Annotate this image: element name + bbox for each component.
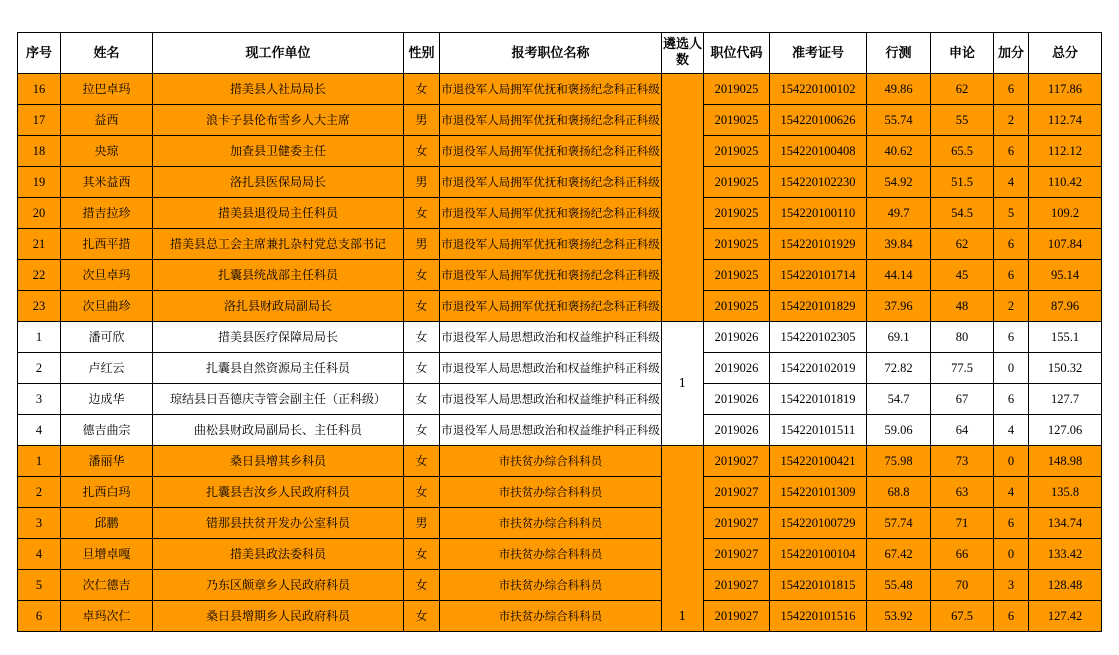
cell-code: 2019025 — [704, 198, 770, 229]
cell-xingce: 55.74 — [867, 105, 931, 136]
cell-seq: 2 — [18, 353, 61, 384]
cell-exam-id: 154220101829 — [770, 291, 867, 322]
cell-xingce: 59.06 — [867, 415, 931, 446]
cell-gender: 女 — [404, 570, 440, 601]
cell-exam-id: 154220100729 — [770, 508, 867, 539]
cell-xingce: 75.98 — [867, 446, 931, 477]
cell-exam-id: 154220101309 — [770, 477, 867, 508]
cell-unit: 措美县政法委科员 — [153, 539, 404, 570]
table-row — [18, 74, 1102, 105]
cell-seq: 19 — [18, 167, 61, 198]
cell-name: 德吉曲宗 — [61, 415, 153, 446]
cell-seq: 18 — [18, 136, 61, 167]
table-row — [18, 415, 1102, 446]
header-name: 姓名 — [61, 33, 153, 74]
header-seq: 序号 — [18, 33, 61, 74]
table-row — [18, 601, 1102, 632]
cell-unit: 措美县人社局局长 — [153, 74, 404, 105]
table-row — [18, 322, 1102, 353]
header-unit: 现工作单位 — [153, 33, 404, 74]
cell-post: 市退役军人局思想政治和权益维护科正科级 — [440, 415, 662, 446]
table-row — [18, 570, 1102, 601]
header-total: 总分 — [1029, 33, 1102, 74]
cell-code: 2019025 — [704, 291, 770, 322]
cell-gender: 男 — [404, 508, 440, 539]
cell-exam-id: 154220100421 — [770, 446, 867, 477]
cell-total: 112.12 — [1029, 136, 1102, 167]
cell-bonus: 6 — [994, 384, 1029, 415]
cell-seq: 2 — [18, 477, 61, 508]
cell-total: 155.1 — [1029, 322, 1102, 353]
cell-gender: 女 — [404, 415, 440, 446]
cell-quota: 1 — [662, 322, 704, 446]
cell-unit: 桑日县增期乡人民政府科员 — [153, 601, 404, 632]
cell-bonus: 3 — [994, 570, 1029, 601]
cell-gender: 女 — [404, 198, 440, 229]
cell-gender: 女 — [404, 260, 440, 291]
cell-code: 2019025 — [704, 136, 770, 167]
cell-exam-id: 154220101516 — [770, 601, 867, 632]
cell-xingce: 68.8 — [867, 477, 931, 508]
cell-shenlun: 54.5 — [931, 198, 994, 229]
cell-unit: 洛扎县财政局副局长 — [153, 291, 404, 322]
cell-name: 边成华 — [61, 384, 153, 415]
header-xingce: 行测 — [867, 33, 931, 74]
cell-shenlun: 64 — [931, 415, 994, 446]
cell-unit: 曲松县财政局副局长、主任科员 — [153, 415, 404, 446]
cell-bonus: 0 — [994, 446, 1029, 477]
cell-shenlun: 77.5 — [931, 353, 994, 384]
cell-shenlun: 48 — [931, 291, 994, 322]
cell-seq: 3 — [18, 508, 61, 539]
cell-xingce: 55.48 — [867, 570, 931, 601]
cell-seq: 6 — [18, 601, 61, 632]
cell-exam-id: 154220101511 — [770, 415, 867, 446]
cell-xingce: 69.1 — [867, 322, 931, 353]
cell-code: 2019027 — [704, 601, 770, 632]
cell-seq: 17 — [18, 105, 61, 136]
table-row — [18, 508, 1102, 539]
cell-xingce: 40.62 — [867, 136, 931, 167]
cell-exam-id: 154220100408 — [770, 136, 867, 167]
cell-xingce: 44.14 — [867, 260, 931, 291]
cell-total: 112.74 — [1029, 105, 1102, 136]
cell-code: 2019027 — [704, 570, 770, 601]
header-shenlun: 申论 — [931, 33, 994, 74]
header-row — [18, 33, 1102, 74]
cell-name: 次旦曲珍 — [61, 291, 153, 322]
cell-code: 2019025 — [704, 229, 770, 260]
cell-name: 扎西平措 — [61, 229, 153, 260]
cell-shenlun: 62 — [931, 229, 994, 260]
cell-exam-id: 154220100626 — [770, 105, 867, 136]
table-row — [18, 167, 1102, 198]
cell-gender: 女 — [404, 353, 440, 384]
cell-seq: 1 — [18, 446, 61, 477]
cell-quota: 1 — [662, 446, 704, 632]
cell-total: 128.48 — [1029, 570, 1102, 601]
cell-code: 2019026 — [704, 353, 770, 384]
table-row — [18, 198, 1102, 229]
cell-post: 市扶贫办综合科科员 — [440, 446, 662, 477]
cell-post: 市退役军人局思想政治和权益维护科正科级 — [440, 353, 662, 384]
cell-code: 2019026 — [704, 384, 770, 415]
cell-seq: 5 — [18, 570, 61, 601]
cell-unit: 措美县总工会主席兼扎杂村党总支部书记 — [153, 229, 404, 260]
cell-post: 市退役军人局思想政治和权益维护科正科级 — [440, 384, 662, 415]
header-code: 职位代码 — [704, 33, 770, 74]
cell-exam-id: 154220102305 — [770, 322, 867, 353]
table-row — [18, 229, 1102, 260]
cell-post: 市退役军人局拥军优抚和褒扬纪念科正科级 — [440, 105, 662, 136]
cell-shenlun: 45 — [931, 260, 994, 291]
cell-name: 旦增卓嘎 — [61, 539, 153, 570]
cell-exam-id: 154220101929 — [770, 229, 867, 260]
cell-total: 109.2 — [1029, 198, 1102, 229]
cell-unit: 措美县医疗保障局局长 — [153, 322, 404, 353]
cell-bonus: 6 — [994, 322, 1029, 353]
cell-code: 2019025 — [704, 74, 770, 105]
cell-bonus: 0 — [994, 539, 1029, 570]
cell-total: 110.42 — [1029, 167, 1102, 198]
table-row — [18, 539, 1102, 570]
cell-seq: 22 — [18, 260, 61, 291]
cell-name: 措吉拉珍 — [61, 198, 153, 229]
table-row — [18, 291, 1102, 322]
cell-post: 市退役军人局拥军优抚和褒扬纪念科正科级 — [440, 167, 662, 198]
cell-post: 市退役军人局拥军优抚和褒扬纪念科正科级 — [440, 136, 662, 167]
cell-shenlun: 70 — [931, 570, 994, 601]
cell-exam-id: 154220101819 — [770, 384, 867, 415]
cell-name: 扎西白玛 — [61, 477, 153, 508]
cell-quota — [662, 74, 704, 322]
cell-unit: 浪卡子县伦布雪乡人大主席 — [153, 105, 404, 136]
cell-seq: 16 — [18, 74, 61, 105]
cell-exam-id: 154220101815 — [770, 570, 867, 601]
cell-code: 2019027 — [704, 446, 770, 477]
cell-gender: 女 — [404, 539, 440, 570]
table-row — [18, 477, 1102, 508]
table-row — [18, 136, 1102, 167]
cell-name: 次仁德吉 — [61, 570, 153, 601]
cell-seq: 4 — [18, 415, 61, 446]
cell-name: 益西 — [61, 105, 153, 136]
cell-shenlun: 71 — [931, 508, 994, 539]
cell-post: 市扶贫办综合科科员 — [440, 601, 662, 632]
table-body — [18, 74, 1102, 632]
cell-total: 133.42 — [1029, 539, 1102, 570]
cell-xingce: 39.84 — [867, 229, 931, 260]
cell-bonus: 6 — [994, 260, 1029, 291]
cell-gender: 女 — [404, 477, 440, 508]
cell-exam-id: 154220102019 — [770, 353, 867, 384]
cell-bonus: 4 — [994, 167, 1029, 198]
cell-shenlun: 51.5 — [931, 167, 994, 198]
cell-name: 潘丽华 — [61, 446, 153, 477]
cell-code: 2019026 — [704, 322, 770, 353]
cell-gender: 女 — [404, 136, 440, 167]
cell-unit: 扎囊县统战部主任科员 — [153, 260, 404, 291]
cell-xingce: 54.92 — [867, 167, 931, 198]
cell-shenlun: 55 — [931, 105, 994, 136]
cell-bonus: 6 — [994, 74, 1029, 105]
cell-bonus: 6 — [994, 229, 1029, 260]
cell-xingce: 72.82 — [867, 353, 931, 384]
header-exam-id: 准考证号 — [770, 33, 867, 74]
cell-bonus: 5 — [994, 198, 1029, 229]
cell-exam-id: 154220102230 — [770, 167, 867, 198]
table-row — [18, 260, 1102, 291]
cell-post: 市扶贫办综合科科员 — [440, 570, 662, 601]
cell-unit: 乃东区颇章乡人民政府科员 — [153, 570, 404, 601]
cell-total: 148.98 — [1029, 446, 1102, 477]
cell-seq: 20 — [18, 198, 61, 229]
table-row — [18, 446, 1102, 477]
cell-shenlun: 62 — [931, 74, 994, 105]
cell-code: 2019027 — [704, 477, 770, 508]
cell-seq: 4 — [18, 539, 61, 570]
header-bonus: 加分 — [994, 33, 1029, 74]
cell-post: 市退役军人局思想政治和权益维护科正科级 — [440, 322, 662, 353]
cell-exam-id: 154220100104 — [770, 539, 867, 570]
cell-post: 市退役军人局拥军优抚和褒扬纪念科正科级 — [440, 260, 662, 291]
cell-shenlun: 73 — [931, 446, 994, 477]
cell-gender: 女 — [404, 74, 440, 105]
cell-exam-id: 154220100102 — [770, 74, 867, 105]
cell-code: 2019027 — [704, 508, 770, 539]
header-post: 报考职位名称 — [440, 33, 662, 74]
cell-gender: 男 — [404, 229, 440, 260]
cell-post: 市退役军人局拥军优抚和褒扬纪念科正科级 — [440, 198, 662, 229]
cell-unit: 措美县退役局主任科员 — [153, 198, 404, 229]
cell-post: 市退役军人局拥军优抚和褒扬纪念科正科级 — [440, 291, 662, 322]
cell-shenlun: 63 — [931, 477, 994, 508]
cell-post: 市扶贫办综合科科员 — [440, 539, 662, 570]
cell-name: 央琼 — [61, 136, 153, 167]
cell-total: 127.7 — [1029, 384, 1102, 415]
cell-total: 134.74 — [1029, 508, 1102, 539]
cell-bonus: 6 — [994, 508, 1029, 539]
cell-total: 127.42 — [1029, 601, 1102, 632]
cell-name: 潘可欣 — [61, 322, 153, 353]
cell-post: 市退役军人局拥军优抚和褒扬纪念科正科级 — [440, 74, 662, 105]
cell-name: 卢红云 — [61, 353, 153, 384]
cell-gender: 女 — [404, 601, 440, 632]
cell-bonus: 6 — [994, 136, 1029, 167]
table-row — [18, 353, 1102, 384]
cell-post: 市退役军人局拥军优抚和褒扬纪念科正科级 — [440, 229, 662, 260]
cell-bonus: 0 — [994, 353, 1029, 384]
cell-gender: 男 — [404, 167, 440, 198]
cell-bonus: 4 — [994, 477, 1029, 508]
cell-name: 邱鹏 — [61, 508, 153, 539]
cell-total: 87.96 — [1029, 291, 1102, 322]
results-table — [17, 32, 1102, 632]
cell-seq: 23 — [18, 291, 61, 322]
cell-code: 2019025 — [704, 260, 770, 291]
cell-seq: 1 — [18, 322, 61, 353]
cell-xingce: 37.96 — [867, 291, 931, 322]
cell-code: 2019025 — [704, 105, 770, 136]
cell-bonus: 2 — [994, 105, 1029, 136]
cell-seq: 3 — [18, 384, 61, 415]
cell-xingce: 57.74 — [867, 508, 931, 539]
cell-xingce: 67.42 — [867, 539, 931, 570]
cell-shenlun: 66 — [931, 539, 994, 570]
cell-shenlun: 80 — [931, 322, 994, 353]
cell-bonus: 6 — [994, 601, 1029, 632]
cell-total: 150.32 — [1029, 353, 1102, 384]
cell-unit: 加查县卫健委主任 — [153, 136, 404, 167]
cell-gender: 女 — [404, 384, 440, 415]
cell-xingce: 49.7 — [867, 198, 931, 229]
cell-unit: 桑日县增其乡科员 — [153, 446, 404, 477]
cell-shenlun: 65.5 — [931, 136, 994, 167]
cell-shenlun: 67.5 — [931, 601, 994, 632]
cell-name: 卓玛次仁 — [61, 601, 153, 632]
header-gender: 性别 — [404, 33, 440, 74]
cell-bonus: 4 — [994, 415, 1029, 446]
cell-total: 117.86 — [1029, 74, 1102, 105]
cell-shenlun: 67 — [931, 384, 994, 415]
cell-seq: 21 — [18, 229, 61, 260]
cell-gender: 男 — [404, 105, 440, 136]
cell-total: 95.14 — [1029, 260, 1102, 291]
cell-code: 2019025 — [704, 167, 770, 198]
cell-xingce: 54.7 — [867, 384, 931, 415]
cell-unit: 扎囊县吉汝乡人民政府科员 — [153, 477, 404, 508]
cell-gender: 女 — [404, 291, 440, 322]
table-row — [18, 105, 1102, 136]
cell-code: 2019027 — [704, 539, 770, 570]
table-row — [18, 384, 1102, 415]
cell-xingce: 53.92 — [867, 601, 931, 632]
cell-exam-id: 154220101714 — [770, 260, 867, 291]
cell-xingce: 49.86 — [867, 74, 931, 105]
cell-gender: 女 — [404, 446, 440, 477]
header-quota: 遴选人数 — [662, 33, 704, 74]
cell-name: 其米益西 — [61, 167, 153, 198]
cell-code: 2019026 — [704, 415, 770, 446]
cell-unit: 错那县扶贫开发办公室科员 — [153, 508, 404, 539]
cell-post: 市扶贫办综合科科员 — [440, 508, 662, 539]
cell-total: 135.8 — [1029, 477, 1102, 508]
cell-total: 127.06 — [1029, 415, 1102, 446]
cell-post: 市扶贫办综合科科员 — [440, 477, 662, 508]
cell-unit: 琼结县日吾德庆寺管会副主任（正科级） — [153, 384, 404, 415]
cell-unit: 洛扎县医保局局长 — [153, 167, 404, 198]
cell-unit: 扎囊县自然资源局主任科员 — [153, 353, 404, 384]
cell-total: 107.84 — [1029, 229, 1102, 260]
cell-bonus: 2 — [994, 291, 1029, 322]
cell-gender: 女 — [404, 322, 440, 353]
cell-exam-id: 154220100110 — [770, 198, 867, 229]
cell-name: 次旦卓玛 — [61, 260, 153, 291]
cell-name: 拉巴卓玛 — [61, 74, 153, 105]
